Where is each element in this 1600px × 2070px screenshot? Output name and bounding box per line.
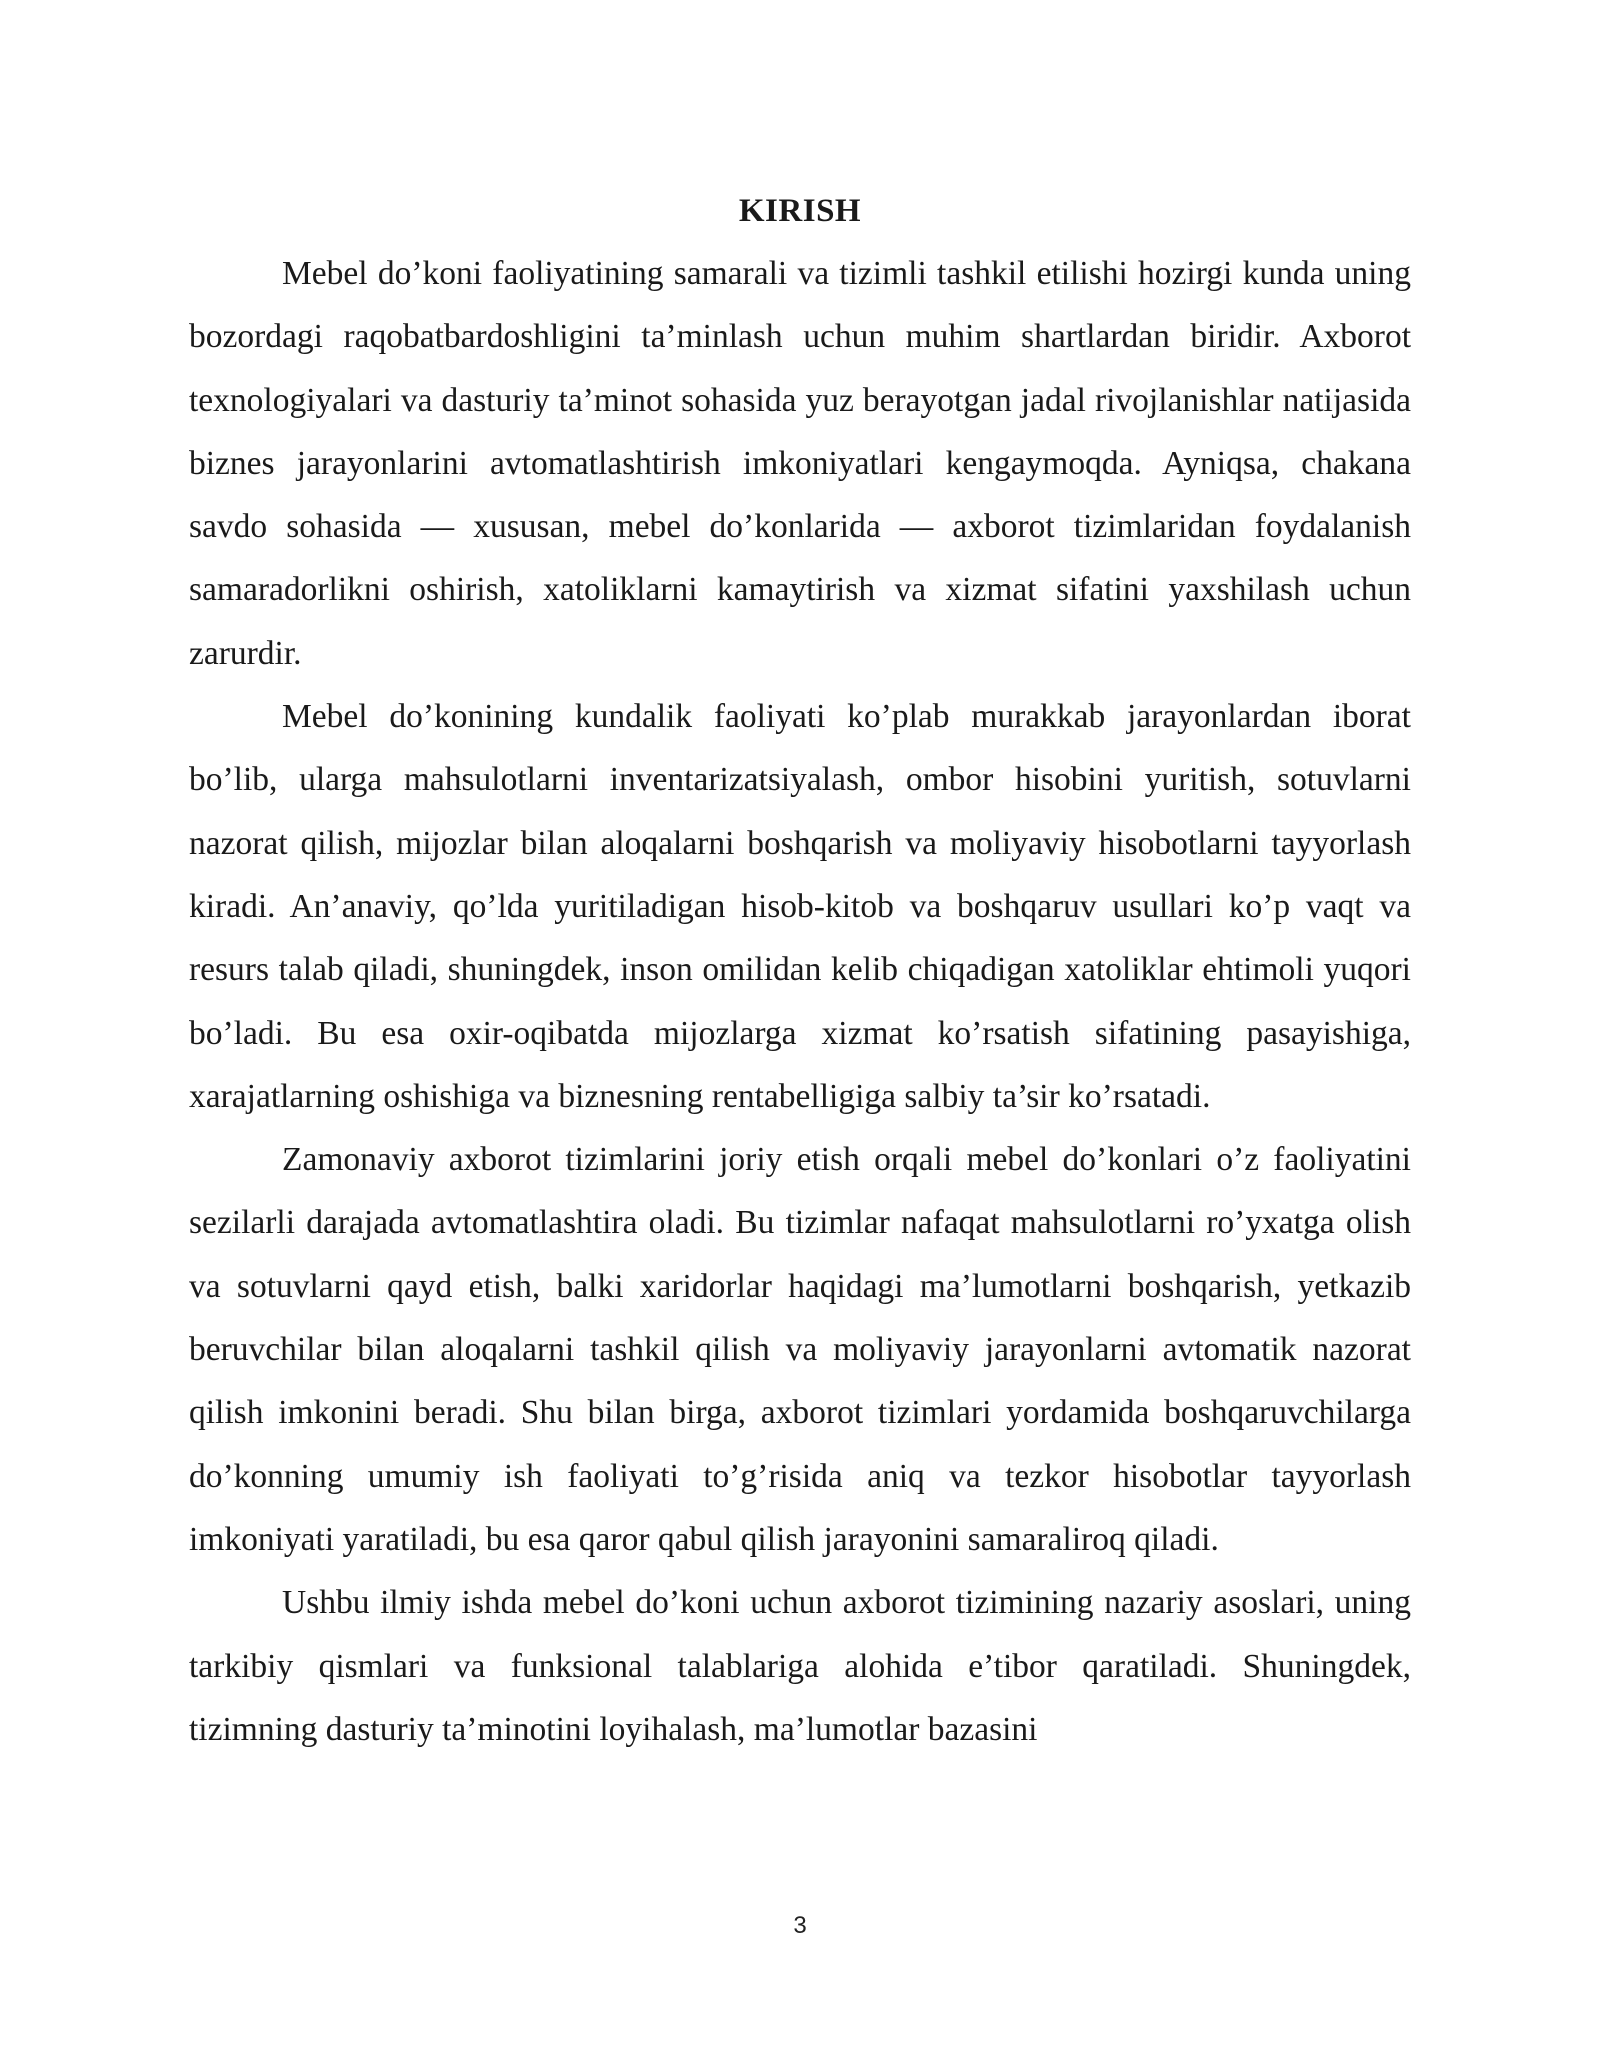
paragraph: Ushbu ilmiy ishda mebel do’koni uchun axborot tizimining nazariy asoslari, uning tarkibiy qismlari va funksional talablariga alohida e’tibor qaratiladi. Shuningdek, tizimning dasturiy ta’minotini loyihalash, ma’lumotlar bazasini (189, 1584, 1411, 1748)
page-content (189, 180, 1411, 1761)
paragraph: Mebel do’koni faoliyatining samarali va tizimli tashkil etilishi hozirgi kunda uning bozordagi raqobatbardoshligini ta’minlash uchun muhim shartlardan biridir. Axborot texnologiyalari va dasturiy ta’minot sohasida yuz berayotgan jadal rivojlanishlar natijasida biznes jarayonlarini avtomatlashtirish imkoniyatlari kengaymoqda. Ayniqsa, chakana savdo sohasida — xususan, mebel do’konlarida — axborot tizimlaridan foydalanish samaradorlikni oshirish, xatoliklarni kamaytirish va xizmat sifatini yaxshilash uchun zarurdir. (189, 255, 1411, 672)
paragraph: Mebel do’konining kundalik faoliyati ko’plab murakkab jarayonlardan iborat bo’lib, ularga mahsulotlarni inventarizatsiyalash, ombor hisobini yuritish, sotuvlarni nazorat qilish, mijozlar bilan aloqalarni boshqarish va moliyaviy hisobotlarni tayyorlash kiradi. An’anaviy, qo’lda yuritiladigan hisob-kitob va boshqaruv usullari ko’p vaqt va resurs talab qiladi, shuningdek, inson omilidan kelib chiqadigan xatoliklar ehtimoli yuqori bo’ladi. Bu esa oxir-oqibatda mijozlarga xizmat ko’rsatish sifatining pasayishiga, xarajatlarning oshishiga va biznesning rentabelligiga salbiy ta’sir ko’rsatadi. (189, 698, 1411, 1115)
paragraph: Zamonaviy axborot tizimlarini joriy etish orqali mebel do’konlari o’z faoliyatini sezilarli darajada avtomatlashtira oladi. Bu tizimlar nafaqat mahsulotlarni ro’yxatga olish va sotuvlarni qayd etish, balki xaridorlar haqidagi ma’lumotlarni boshqarish, yetkazib beruvchilar bilan aloqalarni tashkil qilish va moliyaviy jarayonlarni avtomatik nazorat qilish imkonini beradi. Shu bilan birga, axborot tizimlari yordamida boshqaruvchilarga do’konning umumiy ish faoliyati to’g’risida aniq va tezkor hisobotlar tayyorlash imkoniyati yaratiladi, bu esa qaror qabul qilish jarayonini samaraliroq qiladi. (189, 1141, 1411, 1558)
section-title: KIRISH (738, 193, 862, 229)
page-number: 3 (793, 1912, 807, 1939)
